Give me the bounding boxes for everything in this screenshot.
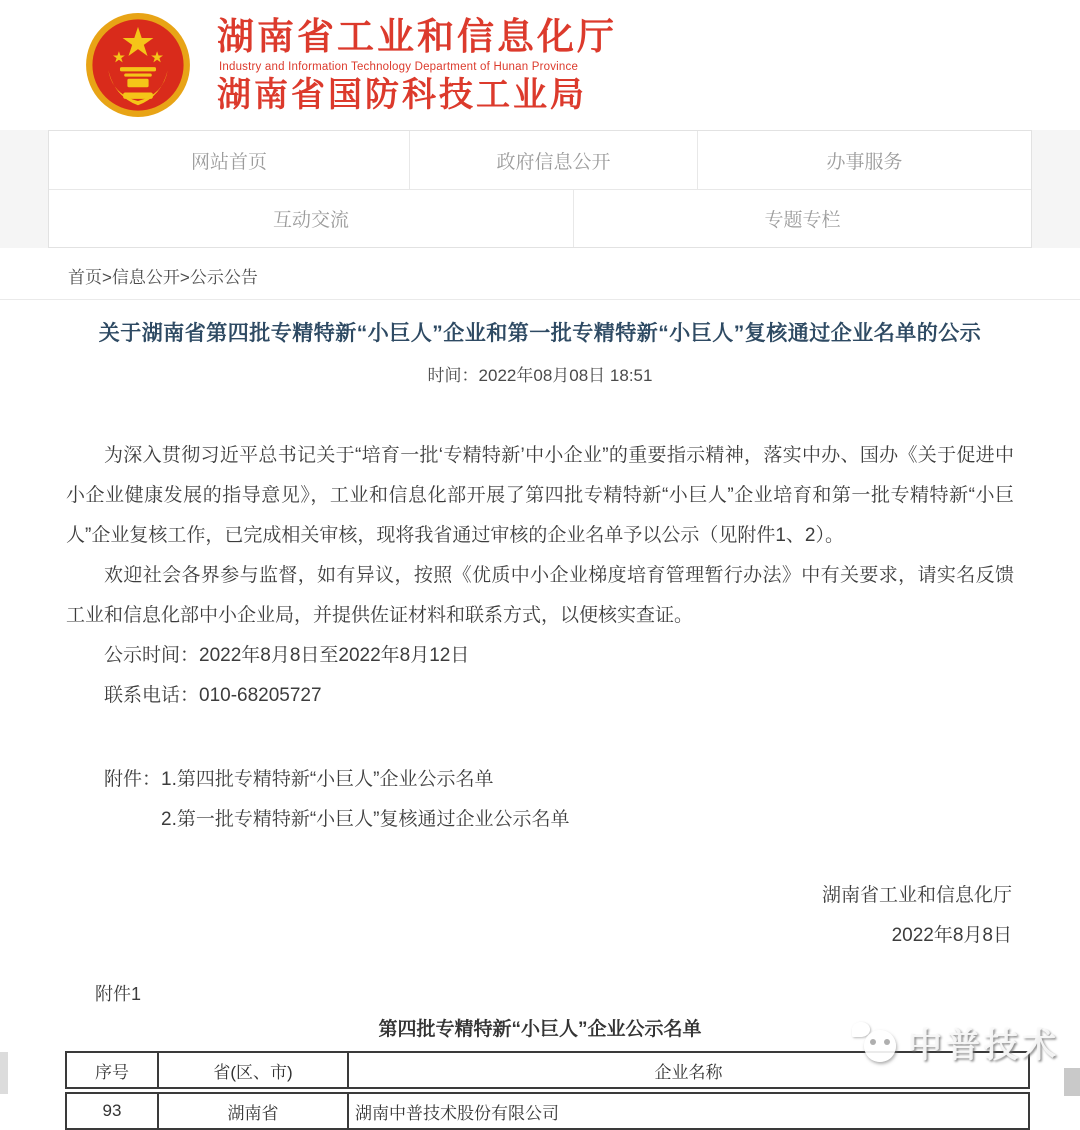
breadcrumb-bar [0,248,1080,300]
nav-item-gov-info[interactable]: 政府信息公开 [409,131,697,189]
org-name-en: Industry and Information Technology Department of Hunan Province [219,60,579,73]
col-header-province: 省(区、市) [157,1053,347,1087]
publish-time: 时间：2022年08月08日 18:51 [427,366,653,385]
cell-company: 湖南中普技术股份有限公司 [347,1094,1028,1128]
annex1-table-title: 第四批专精特新“小巨人”企业公示名单 [378,1019,702,1040]
attachment-line-2: 2.第一批专精特新“小巨人”复核通过企业公示名单 [161,809,570,830]
main-nav [48,130,1032,248]
nav-band [0,130,1080,248]
paragraph-2: 欢迎社会各界参与监督，如有异议，按照《优质中小企业梯度培育管理暂行办法》中有关要求，请实名反馈工业和信息化部中小企业局，并提供佐证材料和联系方式，以便核实查证。 [66,565,1014,626]
table-row [65,1092,1030,1130]
org-name-cn: 湖南省工业和信息化厅 [217,16,617,58]
nav-row-1 [49,131,1031,189]
org-title-block [217,16,617,113]
site-header [0,0,1080,130]
col-header-index: 序号 [95,1062,129,1082]
contact-phone: 联系电话：010-68205727 [104,685,322,706]
annex1-label: 附件1 [95,984,142,1004]
nav-item-home[interactable]: 网站首页 [190,151,267,173]
nav-item-services[interactable]: 办事服务 [697,131,1031,189]
attachment-line-1: 附件：1.第四批专精特新“小巨人”企业公示名单 [104,769,494,790]
nav-item-interaction[interactable]: 互动交流 [272,210,349,231]
nav-row-2 [49,189,1031,247]
cell-index: 93 [102,1101,122,1120]
paragraph-1: 为深入贯彻习近平总书记关于“培育一批‘专精特新’中小企业”的重要指示精神，落实中办、国办《关于促进中小企业健康发展的指导意见》，工业和信息化部开展了第四批专精特新“小巨人”企业培育和第一批专精特新“小巨人”企业复核工作，已完成相关审核，现将我省通过审核的企业名单予以公示（见附件1、2）。 [66,445,1014,546]
right-edge-artifact [1064,1068,1080,1096]
annex1-table [65,1051,1030,1130]
nav-item-special-columns[interactable]: 专题专栏 [573,190,1031,247]
signature-org: 湖南省工业和信息化厅 [821,885,1012,906]
national-emblem-icon [85,12,191,118]
publicity-period: 公示时间：2022年8月8日至2022年8月12日 [104,645,470,666]
watermark-text: 中普技术 [908,1027,1060,1065]
article-body [0,436,1080,840]
cell-province: 湖南省 [157,1094,347,1128]
signature-block [0,876,1080,956]
left-edge-artifact [0,1052,8,1094]
signature-date: 2022年8月8日 [891,925,1012,946]
page-title: 关于湖南省第四批专精特新“小巨人”企业和第一批专精特新“小巨人”复核通过企业名单的公示 [98,322,982,345]
org-name-cn2: 湖南省国防科技工业局 [217,75,587,114]
table-header-row [65,1051,1030,1089]
breadcrumb[interactable]: 首页>信息公开>公示公告 [68,268,258,287]
col-header-company: 企业名称 [347,1053,1028,1087]
